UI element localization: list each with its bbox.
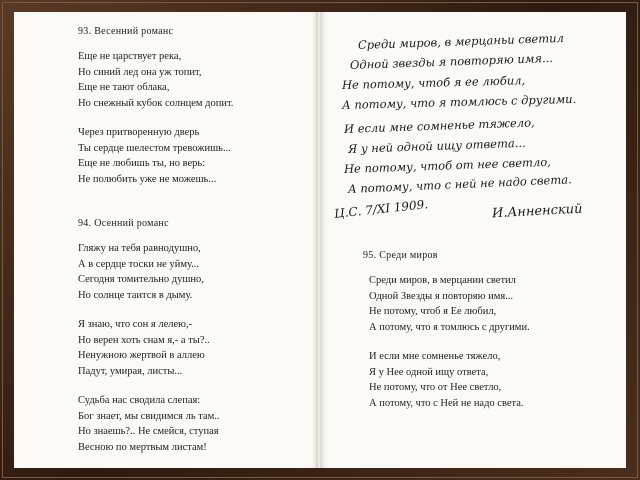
manuscript-facsimile [328,28,624,228]
stanza [78,393,220,455]
poem-title: 94. Осенний романс [78,218,169,229]
poem-95 [363,250,530,425]
stanza [363,273,530,335]
manuscript-date: Ц.С. 7/XI 1909. [333,197,429,221]
manuscript-line: Я у ней одной ищу ответа... [347,135,526,156]
poem-line: Одной Звезды я повторяю имя... [369,290,514,302]
poem-title: 95. Среди миров [363,250,438,261]
manuscript-line: Не потому, чтоб от нее светло, [343,154,552,176]
stanza [78,317,220,379]
manuscript-line: Одной звезды я повторяю имя... [349,50,554,72]
poem-line: Но синий лед она уж топит, [78,66,202,78]
poem-line: Среди миров, в мерцании светил [369,275,516,286]
poem-line: Еще не тают облака, [78,82,170,93]
manuscript-line: Среди миров, в мерцаньи светил [357,30,565,52]
poem-line: Я у Нее одной ищу ответа, [369,366,489,378]
poem-line: Не полюбить уже не можешь... [78,173,217,185]
poem-line: А в сердце тоски не уйму... [78,258,200,270]
stanza [78,241,220,303]
poem-title: 93. Весенний романс [78,26,174,37]
poem-line: Но солнце таится в дыму. [78,289,193,301]
poem-line: Судьба нас сводила слепая: [78,395,201,406]
poem-line: И если мне сомненье тяжело, [369,351,501,362]
author-signature: И.Анненский [491,201,583,222]
manuscript-line: А потому, что я томлюсь с другими. [341,91,577,112]
poem-line: Бог знает, мы свидимся ль там.. [78,410,220,422]
poem-line: Весною по мертвым листам! [78,441,207,453]
poem-line: Сегодня томительно душно, [78,274,204,285]
poem-line: Ты сердце шелестом тревожишь... [78,142,231,154]
poem-line: Я знаю, что сон я лелею,- [78,319,193,330]
poem-line: Еще не царствует река, [78,51,182,62]
poem-line: Падут, умирая, листы... [78,365,183,377]
poem-line: Ненужною жертвой в аллею [78,350,205,361]
poem-line: Но знаешь?.. Не смейся, ступая [78,426,219,437]
book-spine [316,12,322,468]
poem-line: Не потому, что от Нее светло, [369,382,502,393]
stanza [78,125,233,187]
manuscript-line: И если мне сомненье тяжело, [343,115,535,136]
manuscript-line: Не потому, чтоб я ее любил, [341,73,526,92]
poem-line: А потому, что с Ней не надо света. [369,397,524,409]
stanza [78,49,233,111]
poem-line: Гляжу на тебя равнодушно, [78,243,201,254]
poem-93 [78,26,233,201]
manuscript-line: А потому, что с ней не надо света. [347,172,573,196]
stanza [363,349,530,411]
poem-94 [78,218,220,469]
poem-line: Но верен хоть снам я,- а ты?.. [78,334,210,346]
poem-line: Но снежный кубок солнцем допит. [78,97,234,109]
poem-line: Еще не любишь ты, но верь: [78,158,206,169]
poem-line: Через притворенную дверь [78,127,200,138]
poem-line: Не потому, чтоб я Ее любил, [369,306,497,317]
poem-line: А потому, что я томлюсь с другими. [369,321,530,333]
